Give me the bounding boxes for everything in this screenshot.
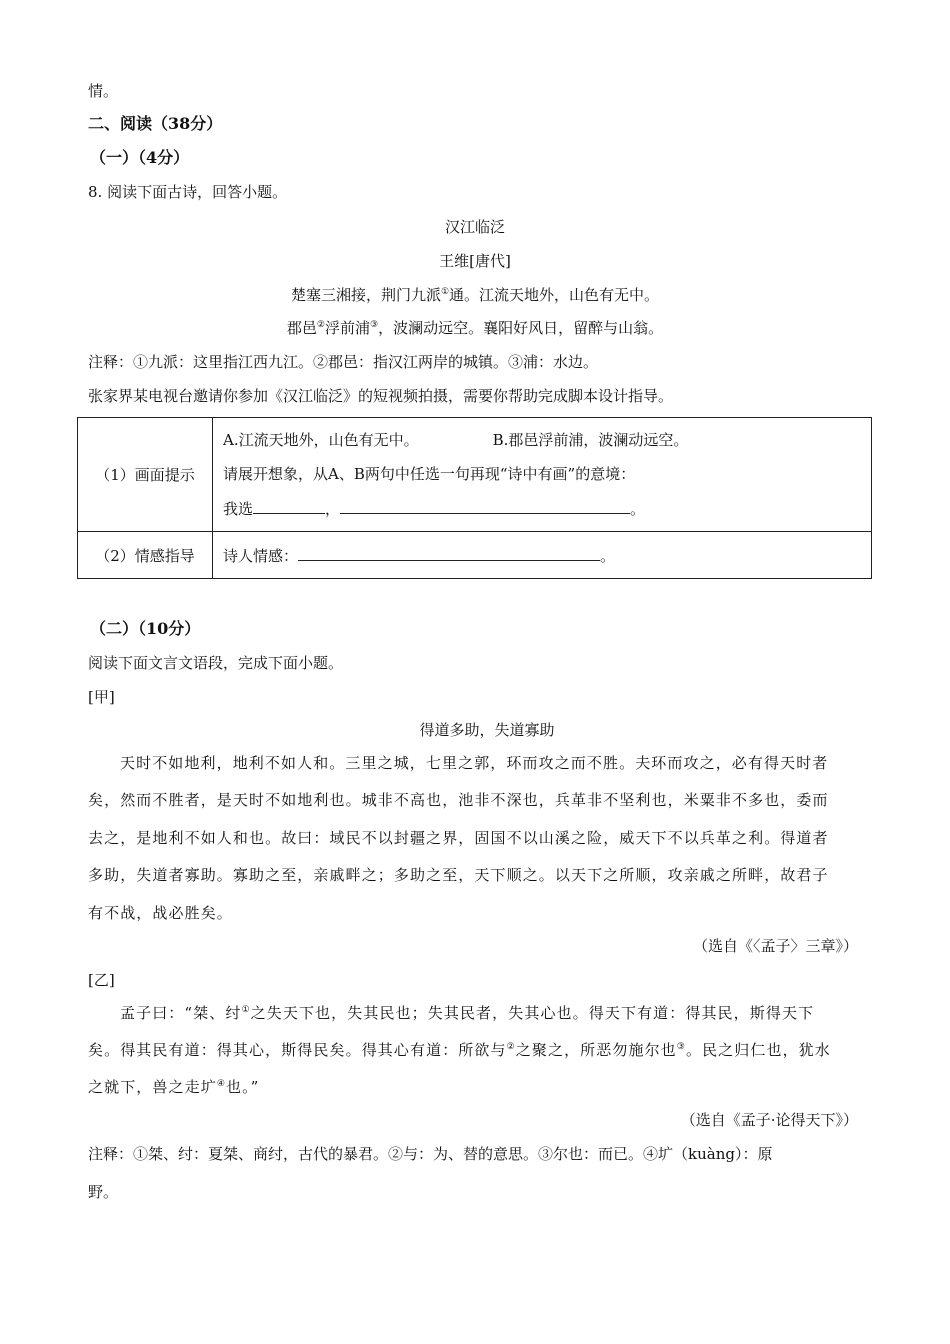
- emotion-blank[interactable]: [298, 544, 600, 561]
- passage-jia-line: 多助，失道者寡助。寡助之至，亲戚畔之；多助之至，天下顺之。以天下之所顺，攻亲戚之所畔，故君子: [88, 866, 829, 884]
- poem-title: 汉江临泛: [444, 218, 505, 236]
- part-two-prompt: 阅读下面文言文语段，完成下面小题。: [88, 654, 344, 672]
- passage-notes-continued: 野。: [88, 1183, 119, 1201]
- passage-yi-tag: [乙]: [88, 971, 115, 989]
- answer-line: 我选 ， 。: [223, 497, 871, 520]
- option-b: B.郡邑浮前浦，波澜动远空。: [492, 431, 689, 449]
- passage-jia-line: 天时不如地利，地利不如人和。三里之城，七里之郭，环而攻之而不胜。夫环而攻之，必有得天时者: [120, 754, 829, 772]
- passage-jia-line: 有不战，战必胜矣。: [88, 904, 233, 922]
- table-row: [78, 532, 872, 579]
- passage-yi-line: 孟子曰：“桀、纣①之失天下也，失其民也；失其民者，失其心也。得天下有道：得其民，斯得天下: [120, 1004, 815, 1022]
- emotion-cell: 诗人情感： 。: [213, 532, 872, 579]
- passage-notes: 注释：①桀、纣：夏桀、商纣，古代的暴君。②与：为、替的意思。③尔也：而已。④圹（kuàng）：原: [88, 1145, 773, 1163]
- scene-description-blank[interactable]: [340, 497, 630, 514]
- passage-jia-title: 得道多助，失道寡助: [419, 721, 555, 739]
- script-guide-table: [77, 417, 872, 579]
- row-label-emotion: （2）情感指导: [78, 532, 213, 579]
- passage-jia-source: （选自《〈孟子〉三章》）: [692, 937, 858, 955]
- passage-yi-line: 矣。得其民有道：得其心，斯得民矣。得其心有道：所欲与②之聚之，所恶勿施尔也③。民之归仁也，犹水: [88, 1041, 831, 1059]
- passage-jia-line: 矣，然而不胜者，是天时不如地利也。城非不高也，池非不深也，兵革非不坚利也，米粟非不多也，委而: [88, 791, 829, 809]
- option-a: A.江流天地外，山色有无中。: [223, 431, 419, 449]
- table-row: [78, 418, 872, 532]
- poem-notes: 注释：①九派：这里指江西九江。②郡邑：指汉江两岸的城镇。③浦：水边。: [88, 353, 599, 371]
- previous-text-end: 情。: [88, 82, 119, 100]
- instruction-line: 请展开想象，从A、B两句中任选一句再现“诗中有画”的意境：: [223, 465, 636, 483]
- section-heading-reading: 二、阅读（38分）: [88, 114, 223, 133]
- passage-yi-source: （选自《孟子·论得天下》）: [680, 1111, 858, 1129]
- poem-line-1: 楚塞三湘接，荆门九派①通。江流天地外，山色有无中。: [290, 286, 660, 304]
- passage-yi-line: 之就下，兽之走圹④也。”: [88, 1078, 260, 1096]
- part-one-heading: （一）（4分）: [90, 148, 190, 167]
- options-line: [223, 429, 871, 451]
- choice-blank[interactable]: [253, 497, 325, 514]
- poem-author: 王维[唐代]: [439, 252, 511, 270]
- passage-jia-tag: [甲]: [88, 688, 115, 706]
- passage-jia-line: 去之，是地利不如人和也。故曰：域民不以封疆之界，固国不以山溪之险，威天下不以兵革之利。得道者: [88, 829, 829, 847]
- part-two-heading: （二）（10分）: [90, 619, 201, 638]
- scene-cell: [213, 418, 872, 532]
- task-description: 张家界某电视台邀请你参加《汉江临泛》的短视频拍摄，需要你帮助完成脚本设计指导。: [88, 387, 674, 405]
- row-label-scene: （1）画面提示: [78, 418, 213, 532]
- poem-line-2: 郡邑②浮前浦③，波澜动远空。襄阳好风日，留醉与山翁。: [286, 319, 664, 337]
- question-8-prompt: 8. 阅读下面古诗，回答小题。: [88, 183, 288, 201]
